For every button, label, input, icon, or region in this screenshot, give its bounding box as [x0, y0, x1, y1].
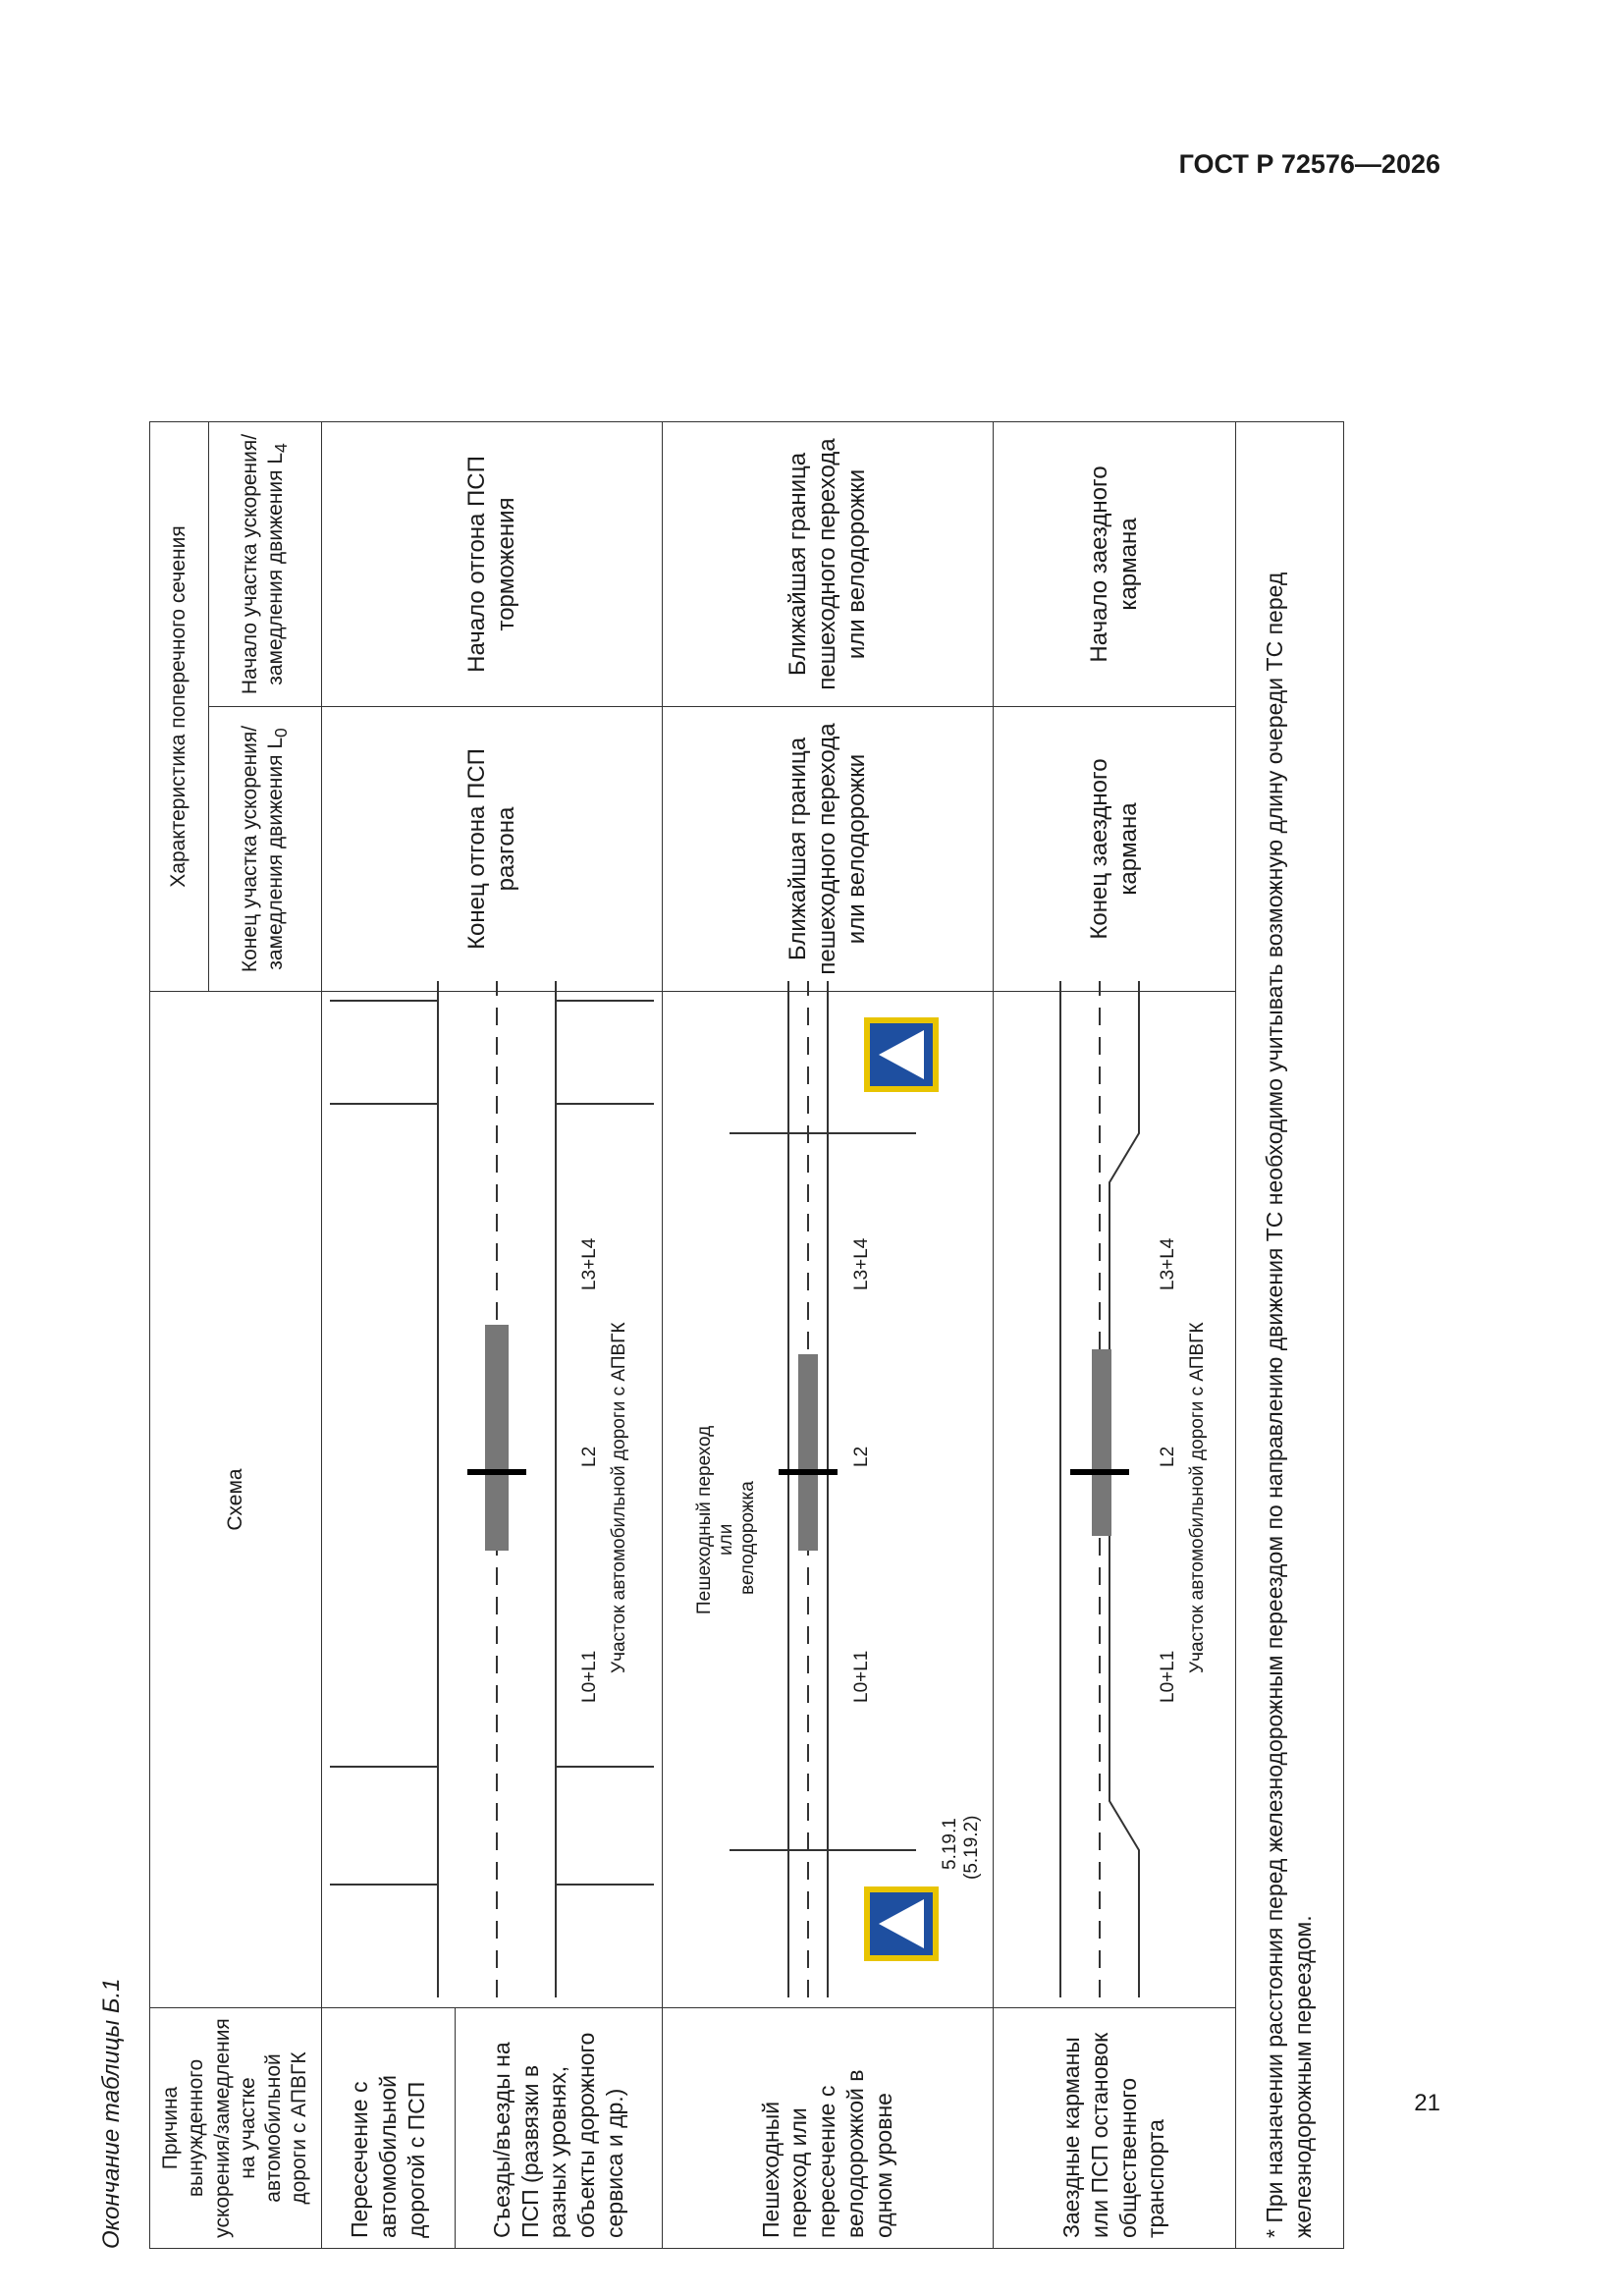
sign-label-b: (5.19.2) [960, 1815, 982, 1880]
sign-5-19-1-left [867, 1889, 936, 1958]
start-row-3: Ближайшая граница пешеходного перехода или велодорожки [662, 421, 993, 706]
end-row-1: Конец отгона ПСП разгона [321, 707, 662, 992]
label-l34: L3+L4 [578, 1237, 600, 1290]
label-l01: L0+L1 [578, 1650, 600, 1703]
reason-row-3: Пешеходный переход или пересечение с велодорожкой в одном уровне [662, 2008, 993, 2249]
label-section: Участок автомобильной дороги с АПВГК [608, 1322, 629, 1673]
scheme-crossing-diagram [671, 981, 985, 1997]
apvgk-zone [485, 1325, 509, 1551]
crossing-l34: L3+L4 [850, 1237, 872, 1290]
rotated-table-area [98, 226, 1316, 2249]
header-reason: Причина вынужденного ускорения/замедления на участке автомобильной дороги с АПВГК [150, 2008, 322, 2249]
pocket-l34: L3+L4 [1157, 1237, 1178, 1290]
pocket-section: Участок автомобильной дороги с АПВГК [1186, 1322, 1208, 1673]
crossing-label-a: Пешеходный переход [693, 1425, 715, 1614]
header-characteristics: Характеристика поперечного сечения [150, 421, 209, 991]
crossing-l01: L0+L1 [850, 1650, 872, 1703]
page-number: 21 [1414, 2090, 1440, 2116]
start-row-4: Начало заездного кармана [993, 421, 1235, 706]
header-scheme: Схема [150, 992, 322, 2008]
start-row-1: Начало отгона ПСП торможения [321, 421, 662, 706]
crossing-label-b: или [715, 1523, 736, 1556]
crossing-l2: L2 [850, 1446, 872, 1467]
scheme-intersection-diagram [330, 981, 654, 1997]
sign-5-19-1-right [867, 1020, 936, 1089]
scheme-intersection [321, 992, 662, 2008]
scheme-crossing [662, 992, 993, 2008]
table-caption: Окончание таблицы Б.1 [98, 1978, 125, 2249]
end-row-3: Ближайшая граница пешеходного перехода или велодорожки [662, 707, 993, 992]
reason-row-2: Съезды/въезды на ПСП (развязки в разных уровнях, объекты дорожного сервиса и др.) [456, 2008, 662, 2249]
reason-row-1: Пересечение с автомобильной дорогой с ПСП [321, 2008, 456, 2249]
scheme-pocket [993, 992, 1235, 2008]
header-start: Начало участка ускорения/замедления движения $L_4$ [209, 421, 321, 706]
pocket-l2: L2 [1157, 1446, 1178, 1467]
end-row-4: Конец заездного кармана [993, 707, 1235, 992]
scheme-pocket-diagram [1001, 981, 1227, 1997]
pocket-l01: L0+L1 [1157, 1650, 1178, 1703]
sign-label-a: 5.19.1 [939, 1818, 960, 1870]
label-l2: L2 [578, 1446, 600, 1467]
table-b1 [149, 421, 1344, 2249]
reason-row-4: Заездные карманы или ПСП остановок общественного транспорта [993, 2008, 1235, 2249]
header-end: Конец участка ускорения/замедления движения $L_0$ [209, 707, 321, 992]
footnote: * При назначении расстояния перед железнодорожным переездом по направлению движения ТС необходимо учитывать возможную длину очереди ТС перед железнодорожным переездом. [1235, 421, 1343, 2248]
document-code: ГОСТ Р 72576—2026 [1178, 149, 1440, 179]
crossing-label-c: велодорожка [736, 1481, 758, 1595]
